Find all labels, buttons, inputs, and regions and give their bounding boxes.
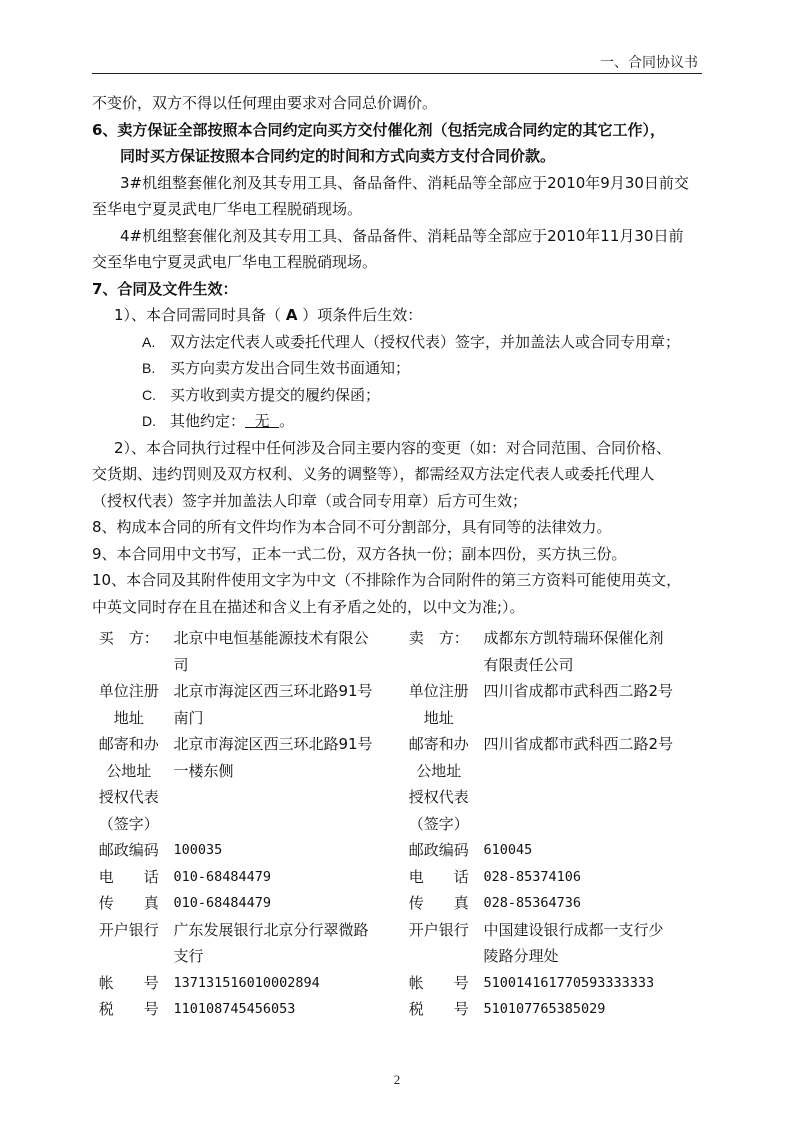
value-right (479, 784, 708, 837)
party-row-buyer-seller (88, 625, 708, 678)
option-letter: A. (142, 333, 156, 350)
value-left (169, 784, 398, 837)
value-left-line: 100035 (173, 842, 223, 858)
label-left-line: 帐 号 (98, 973, 159, 992)
value-left-line: 010-68484479 (173, 868, 272, 885)
value-left (169, 917, 398, 970)
clause-10-line-1: 10、本合同及其附件使用文字为中文（不排除作为合同附件的第三方资料可能使用英文， (92, 571, 682, 589)
label-left-line: 邮政编码 (98, 841, 159, 859)
label-right-line: 电 话 (408, 867, 469, 886)
clause-8: 8、构成本合同的所有文件均作为本合同不可分割部分，具有同等的法律效力。 (92, 518, 612, 536)
value-left (169, 731, 398, 784)
party-row-telephone (88, 864, 708, 891)
label-left (88, 970, 169, 997)
option-text: 买方收到卖方提交的履约保函； (170, 385, 381, 404)
label-left-line: 电 话 (98, 867, 159, 886)
clause-6-line-2: 同时买方保证按照本合同约定的时间和方式向卖方支付合同价款。 (120, 147, 556, 165)
value-right-line: 028-85364736 (483, 895, 582, 911)
page-number: 2 (393, 1072, 401, 1087)
label-right-line: 开户银行 (408, 920, 469, 939)
value-right (479, 970, 708, 997)
value-left-line: 010-68484479 (173, 895, 272, 911)
value-right-line: 510107765385029 (483, 1001, 606, 1017)
value-left (169, 996, 398, 1023)
label-right-line: 地址 (423, 708, 454, 727)
value-left-line (173, 784, 398, 811)
label-right-line: 邮政编码 (408, 841, 469, 859)
value-left-line: 北京市海淀区西三环北路91号 (173, 735, 373, 753)
label-left-line: （签字） (98, 814, 159, 833)
value-right-line: 中国建设银行成都一支行少 (483, 920, 664, 939)
label-left (88, 731, 169, 784)
value-left-line: 137131516010002894 (173, 974, 320, 991)
label-right-line: 授权代表 (408, 788, 469, 806)
label-left-line: 开户银行 (98, 920, 159, 939)
party-row-bank (88, 917, 708, 970)
option-a (92, 329, 704, 356)
value-right (479, 625, 708, 678)
party-row-account-number (88, 970, 708, 997)
party-row-fax (88, 890, 708, 917)
value-left-line: 北京市海淀区西三环北路91号 (173, 682, 373, 700)
clause-7-1-choice: A (285, 306, 298, 324)
label-left-line: 授权代表 (98, 788, 159, 806)
party-row-tax-number (88, 996, 708, 1023)
clause-7-2-line-2: 交货期、违约罚则及双方权利、义务的调整等），都需经双方法定代表人或委托代理人 (92, 465, 655, 483)
label-left-line: 单位注册 (98, 682, 159, 700)
value-right (479, 864, 708, 891)
value-right-line: 四川省成都市武科西二路2号 (483, 735, 674, 753)
label-left-line: 地址 (113, 708, 144, 727)
label-left (88, 917, 169, 970)
party-row-postal-code (88, 837, 708, 864)
label-right (398, 864, 479, 891)
label-left (88, 996, 169, 1023)
unit4-delivery-line-1: 4#机组整套催化剂及其专用工具、备品备件、消耗品等全部应于2010年11月30日前 (120, 226, 684, 245)
label-left (88, 890, 169, 917)
label-left (88, 784, 169, 837)
option-text: 双方法定代表人或委托代理人（授权代表）签字，并加盖法人或合同专用章； (170, 332, 681, 351)
value-right-line: 陵路分理处 (483, 947, 559, 965)
value-left-line: 一楼东侧 (173, 761, 234, 780)
header-section-title: 一、合同协议书 (600, 55, 698, 71)
label-left-line: 公地址 (106, 761, 152, 780)
value-right-line: 610045 (483, 842, 533, 858)
clause-9: 9、本合同用中文书写，正本一式二份，双方各执一份；副本四份，买方执三份。 (92, 544, 627, 563)
value-right-line: 四川省成都市武科西二路2号 (483, 682, 674, 700)
clause-7-2-line-1: 2）、本合同执行过程中任何涉及合同主要内容的变更（如：对合同范围、合同价格、 (114, 438, 672, 457)
value-left (169, 864, 398, 891)
label-left (88, 678, 169, 731)
label-right (398, 625, 479, 678)
label-left-line: 税 号 (98, 1000, 159, 1018)
label-right (398, 970, 479, 997)
option-c (92, 382, 704, 409)
label-right (398, 996, 479, 1023)
label-right (398, 917, 479, 970)
party-info-table (88, 625, 708, 1023)
value-right (479, 917, 708, 970)
unit3-delivery-line-1: 3#机组整套催化剂及其专用工具、备品备件、消耗品等全部应于2010年9月30日前交 (120, 173, 689, 192)
value-right (479, 996, 708, 1023)
party-row-authorized-rep (88, 784, 708, 837)
label-right-line: 帐 号 (408, 973, 469, 992)
label-right (398, 784, 479, 837)
value-left (169, 625, 398, 678)
paragraph-fixed-price: 不变价，双方不得以任何理由要求对合同总价调价。 (92, 94, 438, 112)
label-right-line: 卖 方： (408, 629, 469, 647)
value-left-line: 南门 (173, 708, 204, 727)
label-left (88, 837, 169, 864)
label-left (88, 625, 169, 678)
label-right-line: 单位注册 (408, 682, 469, 700)
label-left (88, 864, 169, 891)
value-right (479, 837, 708, 864)
value-left (169, 837, 398, 864)
label-left-line: 买 方： (98, 629, 159, 647)
clause-7-title: 7、合同及文件生效： (92, 279, 238, 298)
label-right (398, 837, 479, 864)
value-right (479, 678, 708, 731)
unit4-delivery-line-2: 交至华电宁夏灵武电厂华电工程脱硝现场。 (92, 253, 378, 271)
option-text: 其他约定： (170, 412, 246, 430)
clause-6-line-1: 6、卖方保证全部按照本合同约定向买方交付催化剂（包括完成合同约定的其它工作）， (92, 120, 665, 139)
value-right-line: 510014161770593333333 (483, 974, 655, 991)
option-letter: D. (142, 413, 156, 429)
contract-body (92, 90, 704, 620)
label-right-line: 邮寄和办 (408, 735, 469, 753)
label-right (398, 731, 479, 784)
party-row-registered-address (88, 678, 708, 731)
value-right-line: 有限责任公司 (483, 655, 574, 674)
label-right-line: 税 号 (408, 1000, 469, 1018)
value-left-line: 司 (173, 655, 189, 674)
option-letter: B. (142, 360, 156, 376)
clause-7-1-suffix: ）项条件后生效： (297, 306, 423, 324)
option-d (92, 408, 704, 435)
value-right-line (483, 784, 708, 811)
header-divider (92, 73, 702, 74)
label-right-line: 传 真 (408, 894, 469, 912)
option-d-end: 。 (279, 412, 295, 430)
value-left-line: 广东发展银行北京分行翠微路 (173, 920, 369, 939)
clause-7-1 (92, 302, 704, 329)
value-left-line: 支行 (173, 947, 204, 965)
clause-10-line-2: 中英文同时存在且在描述和含义上有矛盾之处的，以中文为准;）。 (92, 597, 525, 616)
label-right-line: （签字） (408, 814, 469, 833)
value-right (479, 731, 708, 784)
party-row-mailing-address (88, 731, 708, 784)
label-right (398, 890, 479, 917)
label-right (398, 678, 479, 731)
value-right-line: 成都东方凯特瑞环保催化剂 (483, 629, 664, 647)
value-left (169, 678, 398, 731)
value-right-line: 028-85374106 (483, 868, 582, 885)
value-left-line: 北京中电恒基能源技术有限公 (173, 629, 369, 647)
option-text: 买方向卖方发出合同生效书面通知； (170, 359, 411, 377)
value-left (169, 890, 398, 917)
label-right-line: 公地址 (416, 761, 462, 780)
unit3-delivery-line-2: 至华电宁夏灵武电厂华电工程脱硝现场。 (92, 200, 363, 218)
label-left-line: 传 真 (98, 894, 159, 912)
clause-7-1-prefix: 1）、本合同需同时具备（ (114, 306, 286, 324)
value-right (479, 890, 708, 917)
value-left-line: 110108745456053 (173, 1001, 296, 1017)
option-letter: C. (142, 386, 156, 403)
option-d-value: 无 (245, 412, 280, 430)
clause-7-2-line-3: （授权代表）签字并加盖法人印章（或合同专用章）后方可生效； (92, 491, 528, 510)
label-left-line: 邮寄和办 (98, 735, 159, 753)
value-left (169, 970, 398, 997)
option-b (92, 355, 704, 382)
